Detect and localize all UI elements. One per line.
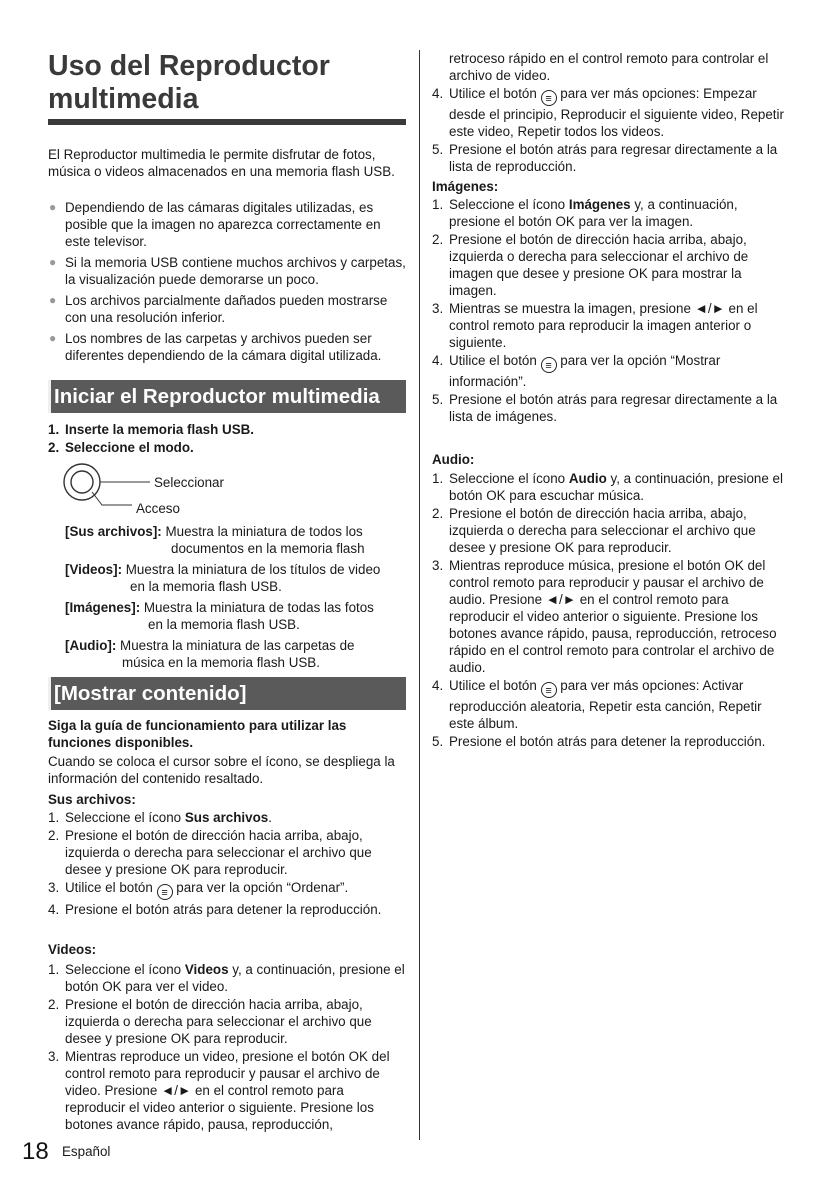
bullet-icon: ● [49,200,57,214]
section-heading-start: Iniciar el Reproductor multimedia [48,380,406,413]
bullet-icon: ● [49,331,57,345]
list-item: 5. Presione el botón atrás para regresar directamente a la lista de imágenes. [432,392,778,424]
list-item: 5. Presione el botón atrás para detener la reproducción. [432,734,766,749]
mode-definitions [65,523,410,675]
list-item: 3. Mientras reproduce un video, presione el botón OK del control remoto para reproducir y pausar el archivo de video. Presione ◄/► en el control remoto para reproducir el video anterior o siguiente. Presione los botones avance rápido, pausa, reproducción, [48,1049,390,1132]
list-item: 2. Presione el botón de dirección hacia arriba, abajo, izquierda o derecha para seleccionar el archivo que desee y presione OK para reproducir. [432,506,756,555]
page-number: 18 [22,1138,49,1165]
imagenes-heading: Imágenes: [432,179,499,194]
sus-archivos-heading: Sus archivos: [48,792,136,807]
list-item: 2. Presione el botón de dirección hacia arriba, abajo, izquierda o derecha para seleccionar el archivo que desee y presione OK para reproducir. [48,997,372,1046]
list-item: 1. Seleccione el ícono Sus archivos. [48,810,272,825]
list-item: 3. Utilice el botón ≡ para ver la opción “Ordenar”. [48,879,406,900]
guide-text: Siga la guía de funcionamiento para utilizar las funciones disponibles. [48,718,347,750]
cursor-info-text: Cuando se coloca el cursor sobre el ícono, se despliega la información del contenido resaltado. [48,754,395,786]
list-item: 4. Utilice el botón ≡ para ver la opción “Mostrar información”. [432,352,788,390]
list-item: 4. Utilice el botón ≡ para ver más opciones: Activar reproducción aleatoria, Repetir esta canción, Repetir este álbum. [432,677,788,732]
videos-steps-part1 [48,961,406,1134]
options-menu-icon [541,357,557,373]
sus-archivos-steps [48,809,406,919]
list-item: 3. Mientras reproduce música, presione el botón OK del control remoto para reproducir y pausar el archivo de audio. Presione ◄/► en el control remoto para reproducir el video anterior o siguiente. Presione los botones avance rápido, pausa, reproducción, retroceso rápido en el control remoto para controlar el archivo de audio. [432,558,777,675]
section-heading-content: [Mostrar contenido] [48,677,406,710]
footer-language: Español [62,1144,111,1159]
list-item: ● Los nombres de las carpetas y archivos pueden ser diferentes dependiendo de la cámara digital utilizada. [49,331,382,363]
mode-audio: [Audio]: Muestra la miniatura de las carpetas de música en la memoria flash USB. [65,638,355,670]
column-divider [419,50,420,1140]
list-item: 1. Inserte la memoria flash USB. [48,422,255,437]
audio-heading: Audio: [432,452,475,467]
start-steps [48,421,406,457]
list-item: 1. Seleccione el ícono Audio y, a continuación, presione el botón OK para escuchar música. [432,471,783,503]
list-item: 2. Presione el botón de dirección hacia arriba, abajo, izquierda o derecha para seleccionar el archivo que desee y presione OK para reproducir. [48,828,372,877]
list-item: 3. Mientras se muestra la imagen, presione ◄/► en el control remoto para reproducir la imagen anterior o siguiente. [432,301,758,350]
options-menu-icon [541,90,557,106]
list-item: ● Dependiendo de las cámaras digitales utilizadas, es posible que la imagen no aparezca correctamente en este televisor. [49,200,381,249]
list-item: retroceso rápido en el control remoto para controlar el archivo de video. [449,51,769,83]
bullet-icon: ● [49,255,57,269]
options-menu-icon [541,682,557,698]
audio-steps [432,470,788,751]
videos-heading: Videos: [48,942,97,957]
list-item: 5. Presione el botón atrás para regresar directamente a la lista de reproducción. [432,142,778,174]
list-item: 2. Presione el botón de dirección hacia arriba, abajo, izquierda o derecha para seleccionar el archivo de imagen que desee y presione OK para mostrar la imagen. [432,232,749,298]
mode-videos: [Videos]: Muestra la miniatura de los títulos de video en la memoria flash USB. [65,562,381,594]
title-underline [48,119,406,125]
list-item: 1. Seleccione el ícono Videos y, a continuación, presione el botón OK para ver el video. [48,962,405,994]
access-label: Acceso [136,501,180,516]
list-item: 1. Seleccione el ícono Imágenes y, a continuación, presione el botón OK para ver la imagen. [432,197,738,229]
mode-imagenes: [Imágenes]: Muestra la miniatura de todas las fotos en la memoria flash USB. [65,600,374,632]
imagenes-steps [432,196,788,426]
control-diagram [48,462,406,518]
mode-sus-archivos: [Sus archivos]: Muestra la miniatura de todos los documentos en la memoria flash [65,524,365,556]
list-item: 4. Utilice el botón ≡ para ver más opciones: Empezar desde el principio, Reproducir el siguiente video, Repetir este video, Repetir todos los videos. [432,85,788,140]
bullet-icon: ● [49,293,57,307]
page-title: Uso del Reproductor multimedia [48,50,330,115]
list-item: 2. Seleccione el modo. [48,440,194,455]
list-item: ● Los archivos parcialmente dañados pueden mostrarse con una resolución inferior. [49,293,388,325]
videos-steps-part2 [432,50,788,176]
select-label: Seleccionar [154,475,224,490]
list-item: 4. Presione el botón atrás para detener la reproducción. [48,902,382,917]
intro-bullet-list [48,199,406,368]
list-item: ● Si la memoria USB contiene muchos archivos y carpetas, la visualización puede demorarse un poco. [49,255,406,287]
intro-paragraph: El Reproductor multimedia le permite disfrutar de fotos, música o videos almacenados en una memoria flash USB. [48,147,395,179]
options-menu-icon [157,884,173,900]
